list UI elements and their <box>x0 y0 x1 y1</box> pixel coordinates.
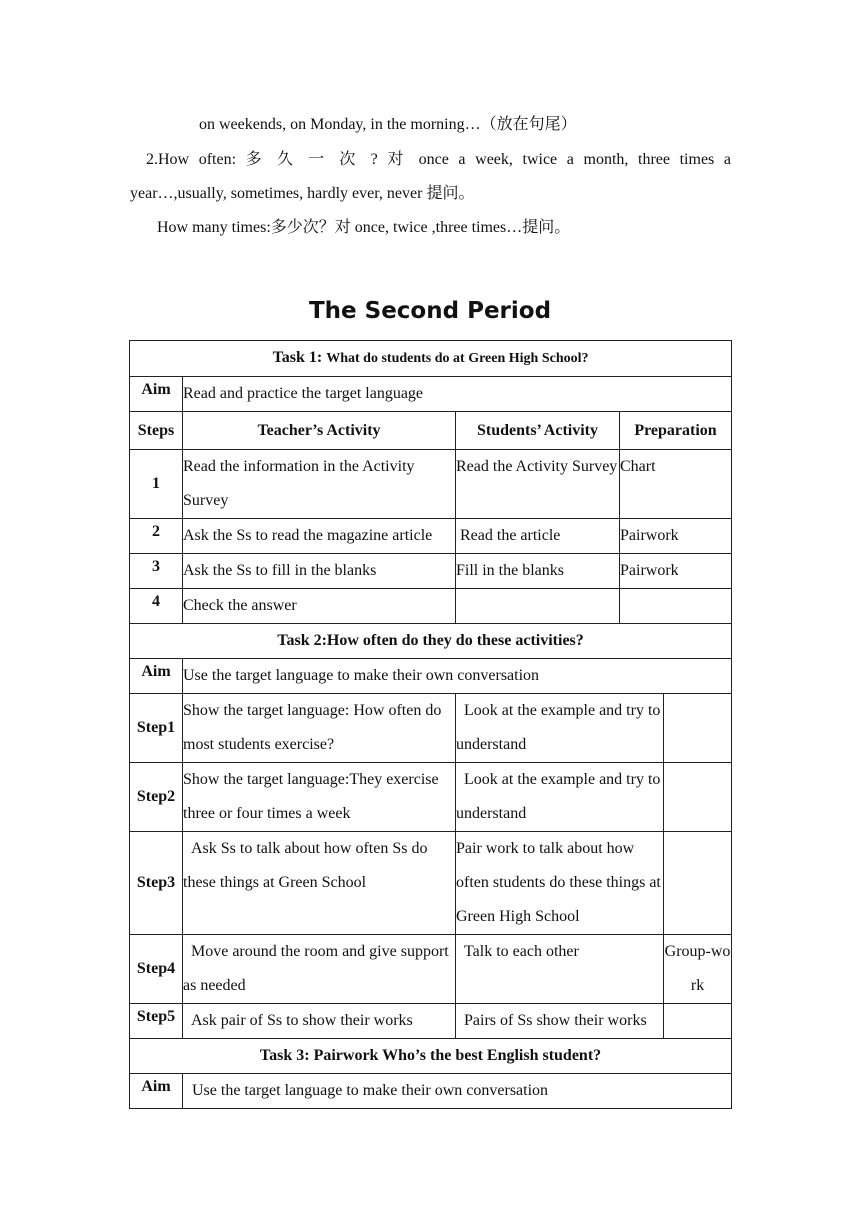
preparation <box>664 694 732 763</box>
step-number: Step2 <box>130 763 183 832</box>
preparation <box>620 589 732 624</box>
task1-aim-label: Aim <box>130 377 183 412</box>
step-number: 2 <box>130 519 183 554</box>
task1-header-row <box>130 412 732 450</box>
table-row <box>130 935 732 1004</box>
teacher-activity: Read the information in the Activity Survey <box>183 450 456 519</box>
teacher-activity: Move around the room and give support as needed <box>183 935 456 1004</box>
students-activity: Fill in the blanks <box>456 554 620 589</box>
table-row <box>130 763 732 832</box>
task3-aim-row <box>130 1074 732 1109</box>
task3-title: Task 3: Pairwork Who’s the best English student? <box>130 1039 732 1074</box>
students-activity <box>456 589 620 624</box>
task2-aim-text: Use the target language to make their own conversation <box>183 659 732 694</box>
students-activity: Look at the example and try to understand <box>456 763 664 832</box>
table-row <box>130 832 732 935</box>
preparation: Pairwork <box>620 519 732 554</box>
students-activity: Talk to each other <box>456 935 664 1004</box>
teacher-activity: Show the target language: How often do most students exercise? <box>183 694 456 763</box>
preparation: Chart <box>620 450 732 519</box>
task2-title: Task 2:How often do they do these activities? <box>130 624 732 659</box>
table-row <box>130 519 732 554</box>
step-number: 3 <box>130 554 183 589</box>
students-activity: Look at the example and try to understand <box>456 694 664 763</box>
teacher-activity: Check the answer <box>183 589 456 624</box>
task3-title-row <box>130 1039 732 1074</box>
intro-line-2: 2.How often: 多 久 一 次 ? 对 once a week, twice a month, three times a <box>146 151 731 168</box>
table-row <box>130 450 732 519</box>
students-activity: Pair work to talk about how often students do these things at Green High School <box>456 832 664 935</box>
table-row <box>130 1004 732 1039</box>
step-number: Step3 <box>130 832 183 935</box>
table-row <box>130 694 732 763</box>
table-row <box>130 589 732 624</box>
teacher-activity: Ask the Ss to fill in the blanks <box>183 554 456 589</box>
step-number: Step1 <box>130 694 183 763</box>
intro-line-1: on weekends, on Monday, in the morning…（放在句尾） <box>199 116 577 133</box>
task1-title-rest: What do students do at Green High School? <box>326 351 589 366</box>
task1-title-row <box>130 341 732 377</box>
preparation <box>664 763 732 832</box>
step-number: 4 <box>130 589 183 624</box>
step-number: 1 <box>130 450 183 519</box>
students-activity: Pairs of Ss show their works <box>456 1004 664 1039</box>
preparation-header: Preparation <box>620 412 732 450</box>
students-activity: Read the article <box>456 519 620 554</box>
steps-header: Steps <box>130 412 183 450</box>
teacher-activity: Ask pair of Ss to show their works <box>183 1004 456 1039</box>
task3-aim-text: Use the target language to make their own conversation <box>183 1074 732 1109</box>
task1-aim-row <box>130 377 732 412</box>
task2-aim-label: Aim <box>130 659 183 694</box>
step-number: Step5 <box>130 1004 183 1039</box>
preparation <box>664 832 732 935</box>
preparation <box>664 1004 732 1039</box>
students-activity-header: Students’ Activity <box>456 412 620 450</box>
teacher-activity-header: Teacher’s Activity <box>183 412 456 450</box>
task1-title <box>130 341 732 377</box>
task1-aim-text: Read and practice the target language <box>183 377 732 412</box>
preparation: Pairwork <box>620 554 732 589</box>
task2-title-row <box>130 624 732 659</box>
teacher-activity: Ask Ss to talk about how often Ss do these things at Green School <box>183 832 456 935</box>
intro-line-2-cont: year…,usually, sometimes, hardly ever, never 提问。 <box>130 185 475 202</box>
lesson-plan-table <box>129 340 732 1109</box>
teacher-activity: Show the target language:They exercise three or four times a week <box>183 763 456 832</box>
section-title: The Second Period <box>308 298 552 324</box>
task1-title-prefix: Task 1: <box>272 349 327 366</box>
intro-line-3: How many times:多少次？对 once, twice ,three times…提问。 <box>157 219 571 236</box>
step-number: Step4 <box>130 935 183 1004</box>
teacher-activity: Ask the Ss to read the magazine article <box>183 519 456 554</box>
preparation: Group-work <box>664 935 732 1004</box>
students-activity: Read the Activity Survey <box>456 450 620 519</box>
task3-aim-label: Aim <box>130 1074 183 1109</box>
task2-aim-row <box>130 659 732 694</box>
table-row <box>130 554 732 589</box>
